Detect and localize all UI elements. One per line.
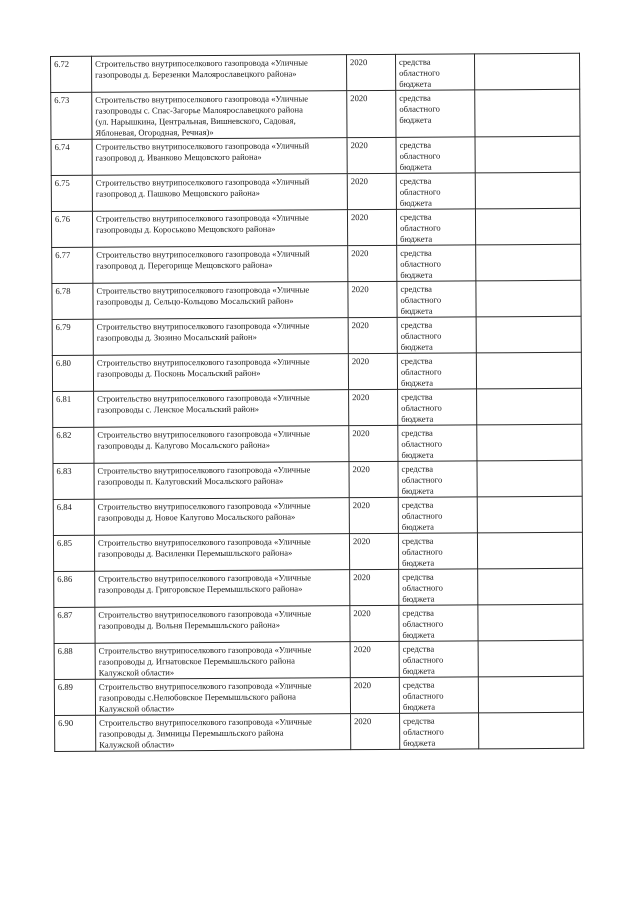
project-description-line: газопровод д. Перегорище Мещовского района» (96, 259, 273, 271)
project-description-cell (95, 606, 350, 644)
project-description-cell (92, 174, 347, 212)
row-number: 6.82 (53, 427, 94, 463)
funding-source-line: областного (402, 546, 443, 557)
project-description-line: Строительство внутрипоселкового газопровода «Уличные (99, 716, 312, 728)
funding-source-line: средства (400, 355, 433, 366)
project-description-cell (94, 462, 349, 500)
funding-source-line: средства (403, 715, 435, 726)
project-description-line: Строительство внутрипоселкового газопровода «Уличные (96, 356, 310, 368)
project-description-cell (94, 498, 349, 536)
project-description-line: газопроводы д. Григоровское Перемышльского района» (98, 583, 303, 595)
funding-source-cell (395, 54, 474, 90)
funding-source-cell (399, 569, 478, 605)
row-number: 6.72 (51, 56, 92, 92)
table-row (52, 316, 581, 355)
funding-source-cell (399, 641, 478, 677)
project-description-line: Строительство внутрипоселкового газопровода «Уличные (98, 644, 312, 656)
table-row (53, 424, 582, 463)
project-description-cell (94, 426, 349, 464)
row-number: 6.87 (54, 607, 95, 643)
project-description-line: газопроводы д. Короськово Мещовского района» (96, 223, 276, 235)
funding-source-line: средства (402, 607, 434, 618)
table-row (51, 53, 580, 92)
project-description-line: Строительство внутрипоселкового газопровода «Уличные (95, 57, 308, 69)
year-cell: 2020 (350, 569, 399, 605)
table-row (52, 280, 581, 319)
year-cell: 2020 (350, 677, 399, 713)
row-number: 6.81 (53, 391, 94, 427)
project-description-line: Строительство внутрипоселкового газопровода «Уличные (96, 284, 310, 296)
funding-source-line: бюджета (399, 114, 432, 125)
funding-source-line: областного (400, 294, 442, 305)
project-description-line: газопроводы с.Нелюбовское Перемышльского района (98, 691, 296, 703)
funding-source-line: областного (400, 330, 442, 341)
funding-source-line: средства (401, 391, 433, 402)
funding-source-line: областного (400, 222, 441, 233)
funding-source-line: бюджета (402, 593, 435, 604)
year-cell: 2020 (349, 425, 398, 461)
project-description-cell (92, 138, 347, 176)
funding-source-cell (399, 605, 478, 641)
table-row (54, 676, 583, 715)
project-description-line: Строительство внутрипоселкового газопровода «Уличные (97, 500, 311, 512)
table-row (54, 568, 583, 607)
funding-source-cell (396, 137, 475, 173)
funding-source-line: бюджета (400, 269, 433, 280)
row-number: 6.78 (52, 283, 93, 319)
empty-cell (475, 89, 580, 137)
row-number: 6.86 (54, 571, 95, 607)
funding-source-line: средства (399, 175, 432, 186)
project-description-cell (93, 318, 348, 356)
project-description-line: Строительство внутрипоселкового газопровода «Уличные (97, 428, 311, 440)
funding-source-line: средства (400, 247, 432, 258)
funding-source-line: средства (399, 56, 431, 67)
row-number: 6.73 (51, 92, 92, 139)
project-description-line: газопроводы д. Посконь Мосальский район» (96, 367, 261, 379)
empty-cell (477, 424, 582, 461)
project-description-cell (92, 210, 347, 248)
project-description-cell (95, 642, 350, 680)
funding-source-line: бюджета (402, 557, 435, 568)
funding-source-line: бюджета (400, 305, 433, 316)
project-description-line: (ул. Нарышкина, Центральная, Вишневского, Садовая, (95, 115, 296, 127)
project-description-line: газопровод д. Пашково Мещовского района» (95, 187, 260, 199)
year-cell: 2020 (347, 137, 396, 173)
funding-source-line: бюджета (400, 233, 433, 244)
empty-cell (479, 712, 584, 749)
funding-source-line: бюджета (399, 161, 432, 172)
table-row (55, 712, 584, 751)
table-row (53, 388, 582, 427)
funding-source-line: бюджета (401, 521, 434, 532)
project-description-line: газопроводы д. Новое Калугово Мосальского района» (97, 511, 296, 523)
funding-source-line: бюджета (403, 737, 436, 748)
funding-source-cell (396, 209, 475, 245)
empty-cell (475, 172, 580, 209)
funding-source-line: бюджета (399, 78, 432, 89)
year-cell: 2020 (347, 173, 396, 209)
funding-source-cell (397, 317, 476, 353)
project-description-cell (95, 678, 350, 716)
empty-cell (475, 208, 580, 245)
funding-source-line: средства (401, 499, 434, 510)
table-row (54, 604, 583, 643)
table-row (51, 89, 580, 139)
funding-source-cell (396, 173, 475, 209)
funding-source-line: средства (401, 463, 434, 474)
empty-cell (476, 316, 581, 353)
project-description-cell (93, 354, 348, 392)
project-description-line: газопроводы д. Зюзино Мосальский район» (96, 331, 257, 343)
funding-source-line: областного (402, 618, 444, 629)
empty-cell (477, 388, 582, 425)
funding-source-line: средства (402, 679, 435, 690)
row-number: 6.90 (55, 715, 96, 751)
funding-source-line: областного (401, 402, 442, 413)
funding-source-cell (400, 713, 479, 749)
funding-source-cell (399, 677, 478, 713)
project-description-line: газопроводы д. Сельцо-Кольцово Мосальский район» (96, 295, 294, 307)
project-description-line: Яблоневая, Огородная, Речная)» (95, 127, 214, 138)
row-number: 6.75 (51, 175, 92, 211)
table-row (53, 496, 582, 535)
project-description-line: Строительство внутрипоселкового газопровода «Уличные (97, 392, 310, 404)
table-row (53, 460, 582, 499)
year-cell: 2020 (349, 533, 398, 569)
project-description-line: Строительство внутрипоселкового газопровода «Уличные (98, 608, 312, 620)
project-description-line: Строительство внутрипоселкового газопровода «Уличные (96, 320, 310, 332)
year-cell: 2020 (349, 389, 398, 425)
funding-source-line: областного (399, 186, 441, 197)
empty-cell (477, 460, 582, 497)
year-cell: 2020 (351, 713, 400, 749)
empty-cell (476, 352, 581, 389)
funding-source-line: областного (402, 654, 444, 665)
year-cell: 2020 (347, 90, 396, 137)
funding-source-line: областного (400, 258, 441, 269)
project-description-line: Строительство внутрипоселкового газопровода «Уличные (98, 572, 311, 584)
project-description-line: газопроводы д. Березенки Малоярославецкого района» (95, 68, 297, 80)
empty-cell (478, 604, 583, 641)
year-cell: 2020 (347, 209, 396, 245)
funding-source-line: средства (399, 211, 432, 222)
project-description-cell (94, 534, 349, 572)
row-number: 6.77 (52, 247, 93, 283)
empty-cell (478, 640, 583, 677)
table-row (52, 244, 581, 283)
year-cell: 2020 (350, 605, 399, 641)
funding-source-line: бюджета (399, 197, 432, 208)
year-cell: 2020 (348, 353, 397, 389)
funding-source-cell (397, 281, 476, 317)
funding-source-line: областного (400, 366, 442, 377)
funding-source-line: средства (399, 139, 432, 150)
project-description-cell (92, 91, 347, 140)
funding-source-line: средства (400, 283, 432, 294)
project-description-line: газопроводы п. Калуговский Мосальского района» (97, 475, 284, 487)
row-number: 6.80 (52, 355, 93, 391)
project-description-line: Строительство внутрипоселкового газопровода «Уличные (97, 464, 311, 476)
funding-source-line: областного (399, 67, 440, 78)
project-description-line: газопроводы д. Зимницы Перемышльского района (99, 727, 284, 739)
funding-source-line: средства (401, 427, 433, 438)
funding-source-cell (398, 389, 477, 425)
table-row (51, 172, 580, 211)
funding-source-line: бюджета (402, 701, 436, 712)
empty-cell (477, 496, 582, 533)
table-row (53, 532, 582, 571)
project-description-line: Калужской области» (98, 703, 175, 714)
year-cell: 2020 (348, 317, 397, 353)
funding-source-cell (398, 533, 477, 569)
project-description-line: Строительство внутрипоселкового газопровода «Уличные (95, 93, 309, 105)
empty-cell (476, 280, 581, 317)
project-description-line: Строительство внутрипоселкового газопровода «Уличный (95, 140, 310, 152)
funding-source-line: областного (402, 582, 443, 593)
project-description-line: газопроводы д. Василенки Перемышльского района» (98, 547, 293, 559)
row-number: 6.79 (52, 319, 93, 355)
projects-table (50, 53, 584, 752)
row-number: 6.74 (51, 139, 92, 175)
funding-source-line: бюджета (400, 377, 434, 388)
project-description-line: газопроводы д. Игнатовское Перемышльского района (98, 655, 295, 667)
table-row (54, 640, 583, 679)
empty-cell (475, 136, 580, 173)
empty-cell (477, 532, 582, 569)
project-description-line: газопроводы с. Ленское Мосальский район» (97, 403, 260, 415)
project-description-line: Строительство внутрипоселкового газопровода «Уличные (95, 212, 309, 224)
funding-source-line: областного (399, 150, 441, 161)
funding-source-line: областного (402, 690, 444, 701)
year-cell: 2020 (350, 641, 399, 677)
funding-source-line: областного (403, 726, 444, 737)
funding-source-line: средства (401, 535, 434, 546)
row-number: 6.88 (54, 643, 95, 679)
funding-source-line: областного (401, 438, 443, 449)
project-description-line: Строительство внутрипоселкового газопровода «Уличный (96, 248, 310, 260)
empty-cell (478, 676, 583, 713)
table-row (51, 136, 580, 175)
funding-source-line: областного (401, 510, 443, 521)
funding-source-line: бюджета (402, 629, 435, 640)
funding-source-cell (396, 90, 475, 137)
funding-source-line: средства (402, 643, 435, 654)
row-number: 6.83 (53, 463, 94, 499)
funding-source-cell (397, 245, 476, 281)
funding-source-line: бюджета (401, 485, 434, 496)
project-description-line: Калужской области» (99, 739, 175, 750)
empty-cell (474, 53, 579, 90)
year-cell: 2020 (348, 245, 397, 281)
funding-source-line: областного (401, 474, 443, 485)
project-description-cell (93, 246, 348, 284)
year-cell: 2020 (349, 497, 398, 533)
funding-source-line: средства (400, 319, 433, 330)
project-description-cell (94, 390, 349, 428)
funding-source-cell (398, 461, 477, 497)
row-number: 6.85 (53, 535, 94, 571)
project-description-line: газопроводы с. Спас-Загорье Малоярославецкого района (95, 104, 303, 116)
year-cell: 2020 (346, 54, 395, 90)
project-description-line: Строительство внутрипоселкового газопровода «Уличный (95, 176, 310, 188)
funding-source-cell (398, 497, 477, 533)
project-description-cell (96, 714, 351, 752)
row-number: 6.89 (54, 679, 95, 715)
funding-source-cell (398, 425, 477, 461)
funding-source-line: областного (399, 103, 440, 114)
project-description-line: Строительство внутрипоселкового газопровода «Уличные (98, 680, 312, 692)
funding-source-line: средства (402, 571, 434, 582)
year-cell: 2020 (349, 461, 398, 497)
empty-cell (476, 244, 581, 281)
project-description-cell (95, 570, 350, 608)
project-description-line: Калужской области» (98, 667, 175, 678)
funding-source-cell (397, 353, 476, 389)
funding-source-line: бюджета (402, 665, 435, 676)
table-row (51, 208, 580, 247)
table-row (52, 352, 581, 391)
empty-cell (478, 568, 583, 605)
funding-source-line: бюджета (400, 341, 433, 352)
project-description-line: газопровод д. Иванково Мещовского района» (95, 151, 262, 163)
project-description-line: газопроводы д. Вольня Перемышльского района» (98, 619, 281, 631)
funding-source-line: бюджета (401, 413, 434, 424)
project-description-cell (92, 55, 347, 93)
year-cell: 2020 (348, 281, 397, 317)
project-description-cell (93, 282, 348, 320)
row-number: 6.76 (51, 211, 92, 247)
project-description-line: газопроводы д. Калугово Мосальского района» (97, 439, 271, 451)
row-number: 6.84 (53, 499, 94, 535)
funding-source-line: бюджета (401, 449, 434, 460)
project-description-line: Строительство внутрипоселкового газопровода «Уличные (97, 536, 311, 548)
funding-source-line: средства (399, 92, 431, 103)
